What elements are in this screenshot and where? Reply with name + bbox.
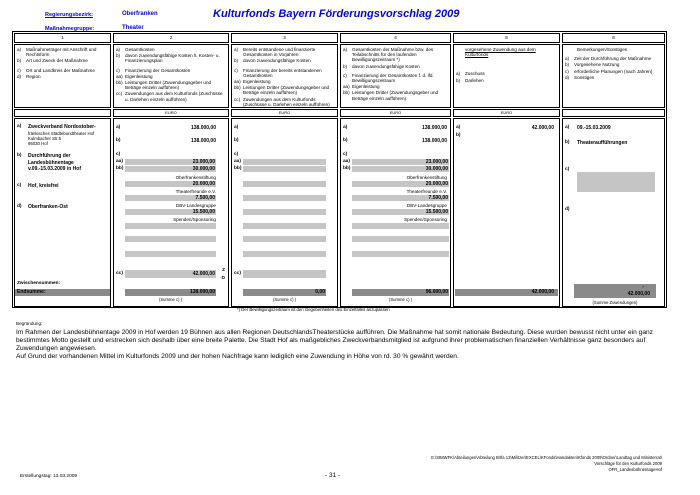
gesamtkosten-value: 138.000,00	[190, 125, 216, 131]
column-3-header	[231, 44, 338, 108]
eigenleistung-bar: 23.000,00	[125, 159, 216, 165]
header-item-text: Zuwendungen aus dem Kulturfonds (Zuschüsse u. Darlehen einzeln aufführen)	[125, 91, 223, 102]
geber-betrag-bar-empty	[352, 223, 449, 229]
empty-bar	[352, 236, 449, 242]
row-label: a)	[565, 125, 570, 130]
header-item-label: b)	[565, 62, 570, 68]
column-5-header	[453, 44, 560, 108]
sum-caption: (Summe c) )	[388, 297, 413, 302]
darlehen-marker: D	[221, 276, 225, 281]
header-item-text: Ort und Landkreis der Maßnahme	[26, 67, 95, 73]
geber-name: Oberfrankenstiftung	[175, 175, 216, 180]
empty-bar	[243, 181, 326, 187]
column-number: 3	[231, 33, 338, 43]
geber-name: DBV-Landesgruppe	[175, 203, 216, 208]
header-item-label: b)	[116, 53, 121, 59]
row-label: d)	[565, 207, 570, 212]
row-label: b)	[234, 138, 239, 143]
header-item-text: Sonstiges	[574, 74, 595, 80]
euro-band-empty	[14, 109, 111, 117]
geber-betrag-bar: 7.500,00	[352, 195, 449, 201]
header-item-label: b)	[234, 58, 239, 64]
header-item-text: Darlehen	[465, 77, 484, 83]
row-label: a)	[343, 125, 348, 130]
euro-band: EURO	[453, 109, 560, 117]
geber-betrag-bar: 15.500,00	[352, 209, 449, 215]
header-item-text: Leistungen Dritter (Zuwendungsgeber und Beträge einzeln aufführen)	[352, 90, 439, 101]
header-item-text: Zeit der Durchführung der Maßnahme	[574, 56, 652, 62]
header-item-label: cc)	[234, 96, 241, 102]
empty-bar	[243, 270, 326, 278]
begruendung-paragraph-1: Im Rahmen der Landesbühnentage 2009 in Hof werden 19 Bühnen aus allen Regionen DeutschlandsTheaterstücke aufführen. Die Maßnahme hat somit nationale Bedeutung. Diese wurden bewusst nicht unter ein ganz bestimmtes Motto gestellt und erstrecken sich deshalb über eine breite Palette. Die Stadt Hof als maßgebliches Zweckverbandsmitglied ist aufgrund ihrer problematischen finanziellen Verhältnisse ganz besonders auf Zuwendungen angewiesen.	[16, 329, 653, 352]
header-item-text: Gesamtkosten der Maßnahme bzw. des Teilabschnitts für den laufenden Bewilligungszeitraum *)	[352, 47, 434, 63]
empty-bar	[243, 166, 326, 172]
massnahmegruppe-label: Maßnahmegruppe:	[45, 26, 95, 32]
euro-band-empty	[562, 109, 665, 117]
header-item-text: Finanzierung der Gesamtkosten	[125, 67, 191, 73]
endsumme-value: 42.000,00	[455, 289, 558, 296]
header-item-text: Eigenleistung	[352, 84, 380, 90]
traeger-name-2: fränkisches Städtebundtheater Hof	[28, 131, 95, 136]
column-number: 1	[14, 33, 111, 43]
empty-bar	[243, 251, 326, 257]
gesamtkosten-value: 138.000,00	[421, 125, 447, 131]
endsumme-value: 138.000,00	[125, 289, 216, 296]
header-item-text: Gesamtkosten	[125, 47, 155, 52]
header-item-label: a)	[343, 47, 348, 52]
header-item-text: Zuwendungen aus dem Kulturfonds (Zuschüsse u. Darlehen einzeln aufführen)	[243, 96, 330, 107]
column-4-data	[340, 118, 451, 307]
column-2-header	[113, 44, 229, 108]
traeger-name: Zweckverband Nordostober-	[28, 124, 96, 130]
header-item-text: Leistungen Dritter (Zuwendungsgeber und Beträge einzeln aufführen)	[125, 80, 212, 91]
empty-bar	[243, 209, 326, 215]
header-title: Bemerkungen/Sonstiges	[577, 47, 628, 52]
creation-date: Erstellungstag: 13.03.2009	[20, 474, 78, 479]
geber-betrag-bar: 15.500,00	[125, 209, 216, 215]
row-label: b)	[17, 153, 22, 158]
massnahme-ort: Hof, kreisfrei	[28, 183, 59, 189]
planungen-box-empty	[577, 172, 655, 192]
header-item-label: c)	[343, 72, 347, 78]
geber-name: Spenden/Sponsoring	[173, 217, 216, 222]
row-label: a)	[234, 125, 239, 130]
column-2-data	[113, 118, 229, 307]
row-label: bb)	[234, 166, 242, 171]
empty-bar	[125, 251, 216, 257]
column-5-data	[453, 118, 560, 307]
header-item-label: a)	[565, 56, 570, 62]
row-label: b)	[343, 138, 348, 143]
begruendung-paragraph-2: Auf Grund der vorhandenen Mittel im Kulturfonds 2009 und der hohen Nachfrage kann lediglich eine Zuwendung in Höhe von rd. 30 % gewährt werden.	[16, 353, 459, 360]
sum-caption: (Summe c) )	[158, 297, 183, 302]
endsumme-value: 0,00	[243, 289, 326, 296]
header-item-label: b)	[456, 77, 461, 83]
durchfuehrung-zeit: 09.-15.03.2009	[577, 125, 611, 131]
zwischensummen-label: Zwischensummen:	[17, 281, 61, 286]
row-label: b)	[456, 133, 461, 138]
massnahme-zweck: Durchführung der Landesbühnentage v.09.-15.03.2009 in Hof	[28, 153, 81, 172]
endsumme-label: Endsumme:	[15, 289, 110, 296]
empty-bar	[243, 236, 326, 242]
column-3-data	[231, 118, 338, 307]
endsumme-value: 96.000,00	[352, 289, 449, 296]
header-item-label: c)	[234, 67, 238, 73]
nutzung-value: Theateraufführungen	[577, 140, 628, 146]
header-item-text: Art und Zweck der Maßnahme	[26, 58, 88, 64]
header-item-label: a)	[116, 47, 121, 52]
row-label: c)	[343, 152, 348, 157]
header-item-label: b)	[343, 63, 348, 69]
regierungsbezirk-value: Oberfranken	[122, 11, 158, 17]
table-column-2	[113, 33, 229, 307]
row-label: d)	[17, 204, 22, 209]
row-label: b)	[116, 138, 121, 143]
massnahmegruppe-value: Theater	[122, 25, 144, 31]
traeger-city: 95030 Hof	[28, 141, 48, 146]
table-column-5	[453, 33, 560, 307]
header-item-text: Leistungen Dritter (Zuwendungsgeber und Beträge einzeln aufführen)	[243, 85, 330, 96]
row-label: a)	[456, 125, 461, 130]
empty-bar	[243, 223, 326, 229]
table-column-4	[340, 33, 451, 307]
row-label: bb)	[343, 166, 351, 171]
header-item-label: b)	[17, 58, 22, 64]
massnahme-region: Oberfranken-Ost	[28, 204, 68, 210]
row-label: c)	[565, 167, 570, 172]
header-item-text: Bereits entstandene und finanzierte Gesamtkosten in Vorjahren	[243, 47, 316, 58]
zuschuss-value: 42.000,00	[531, 125, 554, 131]
zuschuss-marker: Z	[222, 268, 225, 273]
header-item-text: davon zuwendungsfähige Kosten lt. Kosten- u. Finanzierungsplan	[125, 53, 220, 64]
row-label: b)	[565, 140, 570, 145]
header-item-label: c)	[17, 67, 21, 73]
sum-caption: (Summe Zuwendungen)	[592, 300, 638, 305]
header-item-text: Finanzierung der Gesamtkosten f. d. lfd. Bewilligungszeitraum	[352, 72, 434, 84]
header-title: vorgesehene Zuwendung aus dem Kulturfonds	[465, 47, 536, 58]
column-1-data	[14, 118, 111, 307]
header-item-text: Eigenleistung	[125, 73, 153, 79]
begruendung-label: Begründung:	[16, 321, 43, 326]
file-path-line-2: Vorschläge für den Kulturfonds 2009	[594, 461, 662, 466]
euro-band: EURO	[231, 109, 338, 117]
header-item-label: a)	[234, 47, 239, 52]
table-footnote: *) Der Bewilligungszeitraum ist den Gegebenheiten des Einzelfalles anzupassen	[237, 307, 390, 312]
row-label: c)	[234, 152, 239, 157]
file-path-block	[262, 455, 662, 473]
column-6-header	[562, 44, 665, 108]
kulturfonds-zuwendung-bar: 42.000,00	[125, 270, 216, 278]
geber-betrag-bar: 20.000,00	[352, 181, 449, 187]
header-item-label: bb)	[116, 80, 123, 86]
geber-name: Oberfrankenstiftung	[406, 175, 447, 180]
header-item-text: Maßnahmeträger mit Anschrift und Rechtsform	[26, 47, 97, 58]
geber-betrag-bar: 20.000,00	[125, 181, 216, 187]
eigenleistung-bar: 23.000,00	[352, 159, 449, 165]
header-item-text: davon zuwendungsfähige Kosten	[352, 63, 420, 69]
header-item-label: a)	[456, 71, 461, 77]
header-item-label: aa)	[234, 79, 241, 85]
leistungen-dritter-bar: 30.000,00	[125, 166, 216, 172]
sum-caption: (Summe c) )	[272, 297, 297, 302]
empty-bar	[125, 236, 216, 242]
header-item-label: d)	[17, 73, 22, 79]
geber-name: DBV-Landesgruppe	[406, 203, 447, 208]
header-item-text: davon zuwendungsfähige Kosten	[243, 58, 311, 64]
zuwendungsfaehig-value: 138.000,00	[421, 138, 447, 144]
euro-band: EURO	[340, 109, 451, 117]
header-item-label: aa)	[116, 73, 123, 79]
header-item-text: Region	[26, 73, 41, 79]
header-item-label: cc)	[116, 91, 123, 97]
geber-name: Theaterfreunde e.V.	[406, 189, 447, 194]
table-column-3	[231, 33, 338, 307]
row-label: bb)	[116, 166, 124, 171]
header-item-text: Vorgesehene Nutzung	[574, 62, 620, 68]
geber-name: Spenden/Sponsoring	[404, 217, 447, 222]
row-label: c)	[17, 183, 22, 188]
column-6-data	[562, 118, 665, 307]
traeger-street: Kulmbacher Str.5	[28, 136, 61, 141]
summe-zuwendungen-value: 42.000,00	[627, 290, 650, 297]
column-1-header	[14, 44, 111, 108]
geber-betrag-bar-empty	[125, 223, 216, 229]
header-item-text: Finanzierung der bereits entstandenen Gesamtkosten	[243, 67, 322, 78]
euro-band: EURO	[113, 109, 229, 117]
header-item-label: d)	[565, 74, 570, 80]
table-column-6	[562, 33, 665, 307]
column-number: 2	[113, 33, 229, 43]
row-label: cc)	[234, 271, 241, 276]
header-item-text: Eigenleistung	[243, 79, 271, 85]
table-column-1	[14, 33, 111, 307]
regierungsbezirk-label: Regierungsbezirk:	[45, 12, 93, 18]
header-item-label: aa)	[343, 84, 350, 90]
zuwendungsfaehig-value: 138.000,00	[190, 138, 216, 144]
row-label: aa)	[343, 159, 350, 164]
empty-bar	[352, 251, 449, 257]
row-label: a)	[116, 125, 121, 130]
row-label: aa)	[234, 159, 241, 164]
empty-bar	[243, 195, 326, 201]
header-item-text: Zuschuss	[465, 71, 485, 77]
row-label: a)	[17, 124, 22, 129]
column-number: 5	[453, 33, 560, 43]
page-number: - 31 -	[325, 472, 341, 479]
page-title: Kulturfonds Bayern Förderungsvorschlag 2009	[213, 8, 460, 20]
header-item-label: bb)	[234, 85, 241, 91]
header-item-label: c)	[116, 67, 120, 73]
summe-zuwendungen-box	[574, 284, 656, 298]
column-4-header	[340, 44, 451, 108]
header-item-label: bb)	[343, 90, 350, 96]
leistungen-dritter-bar: 30.000,00	[352, 166, 449, 172]
summe-zuwendungen-line1: -	[642, 284, 644, 290]
row-label: c)	[116, 152, 121, 157]
header-item-label: c)	[565, 68, 569, 74]
column-number: 4	[340, 33, 451, 43]
file-path-line-1: G:\StMWFK\Abteilungen\Abteilung B\Ifa 13\Militzer\EXCEL\KFonds\Handakten\Kfonds 2009\Ordner\Landtag und Ministerrat\	[430, 455, 662, 460]
header-item-label: a)	[17, 47, 22, 52]
file-path-line-3: OFR_LandesbühnentageHof	[608, 467, 662, 472]
row-label: aa)	[116, 159, 123, 164]
geber-betrag-bar: 7.500,00	[125, 195, 216, 201]
geber-name: Theaterfreunde e.V.	[175, 189, 216, 194]
empty-bar	[243, 159, 326, 165]
header-item-text: erforderliche Planungen (nach Jahren)	[574, 68, 653, 74]
column-number: 6	[562, 33, 665, 43]
row-label: cc)	[116, 271, 123, 276]
